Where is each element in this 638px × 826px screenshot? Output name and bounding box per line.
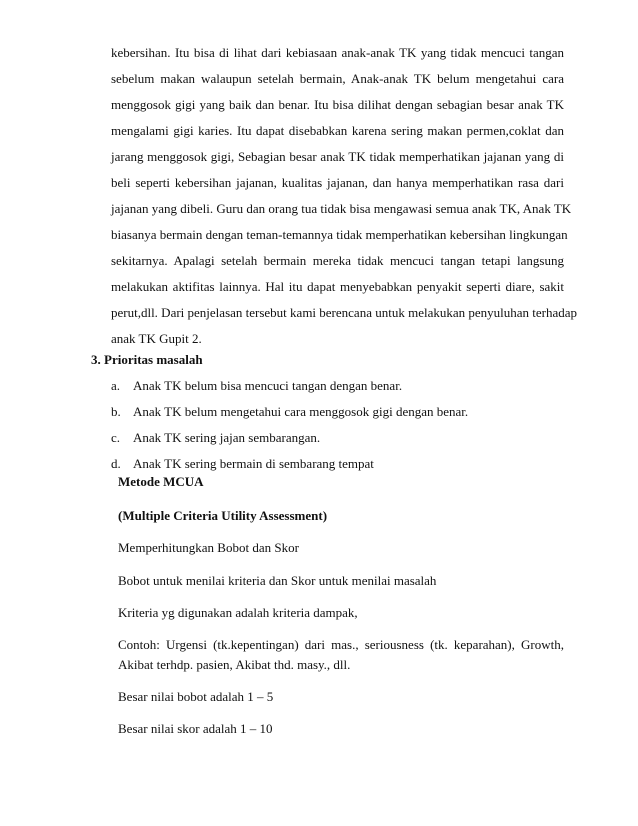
paragraph-line: jajanan yang dibeli. Guru dan orang tua tidak bisa mengawasi semua anak TK, Anak TK (111, 201, 572, 216)
list-item (111, 378, 402, 394)
mcua-subtitle: (Multiple Criteria Utility Assessment) (118, 508, 328, 523)
list-text: Anak TK sering bermain di sembarang tempat (133, 456, 374, 471)
list-item (111, 404, 468, 420)
paragraph-line: kebersihan. Itu bisa di lihat dari kebiasaan anak-anak TK yang tidak mencuci tangan (111, 45, 564, 60)
list-item (111, 456, 374, 472)
mcua-line: Besar nilai bobot adalah 1 – 5 (118, 689, 274, 704)
mcua-line: Besar nilai skor adalah 1 – 10 (118, 721, 273, 736)
list-marker: d. (111, 456, 121, 471)
paragraph-line: sebelum makan walaupun setelah bermain, Anak-anak TK belum mengetahui cara (111, 71, 564, 86)
list-marker: c. (111, 430, 121, 445)
list-item (111, 430, 320, 446)
list-text: Anak TK belum bisa mencuci tangan dengan benar. (133, 378, 403, 393)
mcua-title: Metode MCUA (118, 474, 204, 489)
section-heading: 3. Prioritas masalah (91, 352, 203, 367)
list-text: Anak TK sering jajan sembarangan. (133, 430, 321, 445)
list-text: Anak TK belum mengetahui cara menggosok gigi dengan benar. (133, 404, 469, 419)
mcua-line: Contoh: Urgensi (tk.kepentingan) dari mas., seriousness (tk. keparahan), Growth, (118, 637, 564, 652)
mcua-line: Kriteria yg digunakan adalah kriteria dampak, (118, 605, 358, 620)
paragraph-line: anak TK Gupit 2. (111, 331, 202, 346)
paragraph-line: perut,dll. Dari penjelasan tersebut kami berencana untuk melakukan penyuluhan terhadap (111, 305, 578, 320)
paragraph-line: mengalami gigi karies. Itu dapat disebabkan karena sering makan permen,coklat dan (111, 123, 564, 138)
list-marker: b. (111, 404, 121, 419)
paragraph-line: biasanya bermain dengan teman-temannya tidak memperhatikan kebersihan lingkungan (111, 227, 568, 242)
paragraph-line: jarang menggosok gigi, Sebagian besar anak TK tidak memperhatikan jajanan yang di (111, 149, 564, 164)
paragraph-line: melakukan aktifitas lainnya. Hal itu dapat menyebabkan penyakit seperti diare, sakit (111, 279, 564, 294)
list-marker: a. (111, 378, 121, 393)
paragraph-line: beli seperti kebersihan jajanan, kualitas jajanan, dan hanya memperhatikan rasa dari (111, 175, 564, 190)
paragraph-line: menggosok gigi yang baik dan benar. Itu bisa dilihat dengan sebagian besar anak TK (111, 97, 564, 112)
mcua-line: Bobot untuk menilai kriteria dan Skor untuk menilai masalah (118, 573, 437, 588)
paragraph-line: sekitarnya. Apalagi setelah bermain mereka tidak mencuci tangan tetapi langsung (111, 253, 564, 268)
mcua-line: Akibat terhdp. pasien, Akibat thd. masy., dll. (118, 657, 351, 672)
mcua-line: Memperhitungkan Bobot dan Skor (118, 540, 299, 555)
